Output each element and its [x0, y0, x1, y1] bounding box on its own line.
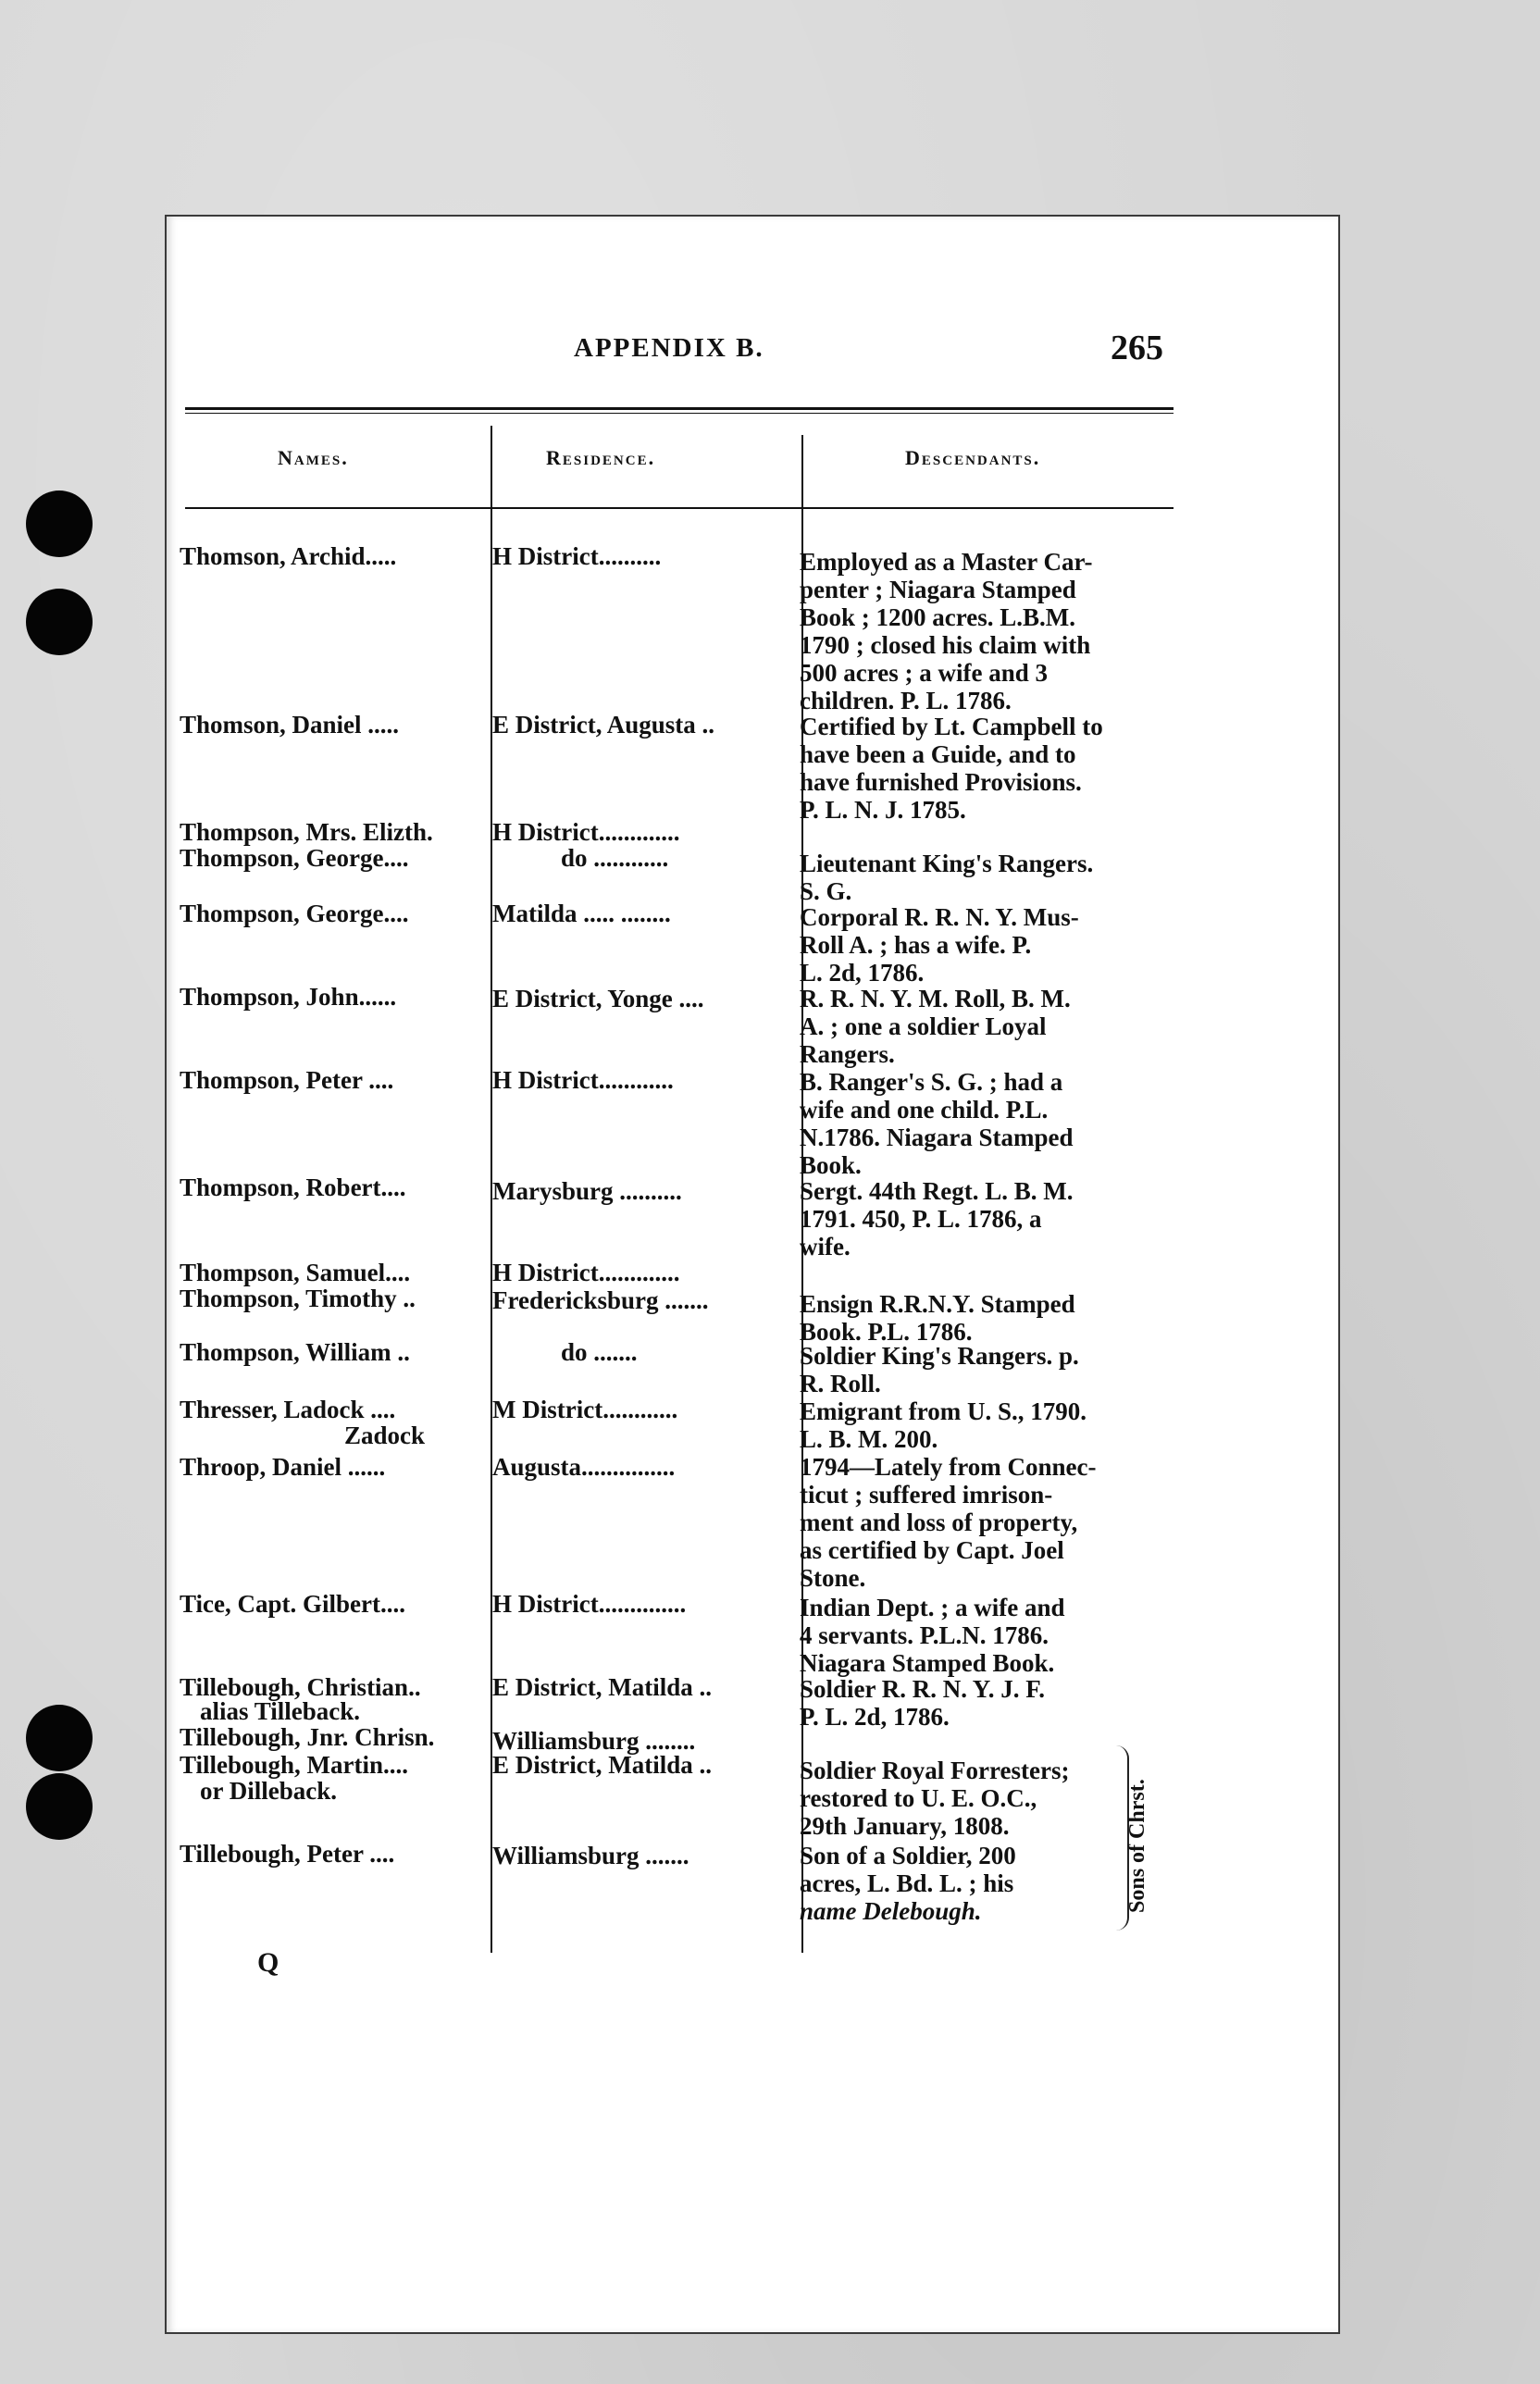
- entry-name: Thomson, Daniel .....: [180, 711, 400, 739]
- entry-residence: H District..............: [492, 1590, 687, 1618]
- entry-residence: E District, Augusta ..: [492, 711, 715, 739]
- entry-name: Thompson, John......: [180, 983, 397, 1011]
- desc-line: penter ; Niagara Stamped: [800, 576, 1076, 603]
- desc-line: R. Roll.: [800, 1370, 881, 1397]
- desc-line: P. L. 2d, 1786.: [800, 1703, 950, 1731]
- entry-name: Thompson, Robert....: [180, 1173, 406, 1201]
- column-header-names: Names.: [278, 446, 349, 469]
- desc-line: wife and one child. P.L.: [800, 1096, 1049, 1124]
- desc-line: 1791. 450, P. L. 1786, a: [800, 1205, 1042, 1233]
- entry-residence: M District............: [492, 1396, 678, 1423]
- entry-descendants: [800, 1594, 1179, 1677]
- desc-line: Stone.: [800, 1564, 866, 1592]
- entry-residence: Marysburg ..........: [492, 1177, 682, 1205]
- desc-line: as certified by Capt. Joel: [800, 1536, 1064, 1564]
- entry-residence: Fredericksburg .......: [492, 1286, 709, 1314]
- entry-descendants: [800, 1675, 1179, 1731]
- desc-line: Son of a Soldier, 200: [800, 1842, 1016, 1869]
- entry-name-variant: Zadock: [344, 1422, 426, 1449]
- top-rule-thin: [185, 413, 1174, 414]
- entry-residence: E District, Matilda ..: [492, 1751, 712, 1779]
- entry-residence: Matilda ..... ........: [492, 900, 671, 927]
- desc-line: S. G.: [800, 877, 852, 905]
- desc-line: 1794—Lately from Connec-: [800, 1453, 1097, 1481]
- desc-line: 1790 ; closed his claim with: [800, 631, 1091, 659]
- entry-name: Thompson, George....: [180, 900, 409, 927]
- desc-line: acres, L. Bd. L. ; his: [800, 1869, 1014, 1897]
- desc-italic: name Delebough.: [800, 1897, 982, 1925]
- punch-hole: [26, 1773, 93, 1840]
- column-header-descendants: Descendants.: [905, 446, 1041, 469]
- entry-name-alias: alias Tilleback.: [200, 1697, 361, 1725]
- top-rule: [185, 407, 1174, 410]
- entry-residence: E District, Yonge ....: [492, 985, 704, 1012]
- column-header-residence: Residence.: [546, 446, 656, 469]
- entry-name: Thomson, Archid.....: [180, 542, 397, 570]
- desc-line: Roll A. ; has a wife. P.: [800, 931, 1032, 959]
- entry-name: Thompson, William ..: [180, 1338, 410, 1366]
- entry-name: Thompson, Mrs. Elizth.: [180, 818, 433, 846]
- desc-line: Book ; 1200 acres. L.B.M.: [800, 603, 1075, 631]
- desc-line: Rangers.: [800, 1040, 895, 1068]
- desc-line: A. ; one a soldier Loyal: [800, 1012, 1047, 1040]
- entry-residence: Williamsburg .......: [492, 1842, 689, 1869]
- signature-mark: Q: [257, 1947, 279, 1978]
- desc-line: L. 2d, 1786.: [800, 959, 925, 987]
- side-note: Sons of Chrst.: [1125, 1779, 1149, 1914]
- desc-line: Book. P.L. 1786.: [800, 1318, 973, 1346]
- entry-name: Tice, Capt. Gilbert....: [180, 1590, 405, 1618]
- entry-descendants: [800, 713, 1179, 824]
- entry-name: Tillebough, Christian..: [180, 1673, 421, 1701]
- entry-name: Tillebough, Jnr. Chrisn.: [180, 1723, 435, 1751]
- desc-line: Corporal R. R. N. Y. Mus-: [800, 903, 1079, 931]
- desc-line: Soldier R. R. N. Y. J. F.: [800, 1675, 1046, 1703]
- entry-residence: do ............: [561, 844, 669, 872]
- entry-name: Thompson, Peter ....: [180, 1066, 394, 1094]
- desc-line: have been a Guide, and to: [800, 740, 1076, 768]
- entry-descendants: [800, 1068, 1179, 1179]
- desc-line: wife.: [800, 1233, 851, 1260]
- desc-line: Book.: [800, 1151, 862, 1179]
- entry-name: Thompson, Timothy ..: [180, 1285, 416, 1312]
- entry-name-alias: or Dilleback.: [200, 1777, 337, 1805]
- entry-name: Thompson, Samuel....: [180, 1259, 411, 1286]
- entry-descendants: [800, 1290, 1179, 1346]
- desc-line: Indian Dept. ; a wife and: [800, 1594, 1065, 1621]
- entry-descendants: [800, 1342, 1179, 1397]
- entry-name: Throop, Daniel ......: [180, 1453, 386, 1481]
- entry-descendants: [800, 903, 1179, 987]
- entry-residence: H District..........: [492, 542, 662, 570]
- entry-name: Thresser, Ladock ....: [180, 1396, 396, 1423]
- entry-descendants: [800, 548, 1179, 714]
- desc-line: 500 acres ; a wife and 3: [800, 659, 1048, 687]
- desc-line: Emigrant from U. S., 1790.: [800, 1397, 1087, 1425]
- desc-line: restored to U. E. O.C.,: [800, 1784, 1037, 1812]
- entry-residence: do .......: [561, 1338, 638, 1366]
- entry-name: Tillebough, Martin....: [180, 1751, 409, 1779]
- desc-line: Soldier King's Rangers. p.: [800, 1342, 1079, 1370]
- desc-line: Lieutenant King's Rangers.: [800, 850, 1094, 877]
- desc-line: Niagara Stamped Book.: [800, 1649, 1055, 1677]
- entry-descendants: [800, 1397, 1179, 1453]
- desc-line: Employed as a Master Car-: [800, 548, 1093, 576]
- desc-line: P. L. N. J. 1785.: [800, 796, 966, 824]
- desc-line: Soldier Royal Forresters;: [800, 1757, 1070, 1784]
- desc-line: R. R. N. Y. M. Roll, B. M.: [800, 985, 1071, 1012]
- entry-descendants: [800, 1453, 1179, 1592]
- desc-line: have furnished Provisions.: [800, 768, 1082, 796]
- entry-residence: Augusta...............: [492, 1453, 676, 1481]
- punch-hole: [26, 490, 93, 557]
- punch-hole: [26, 589, 93, 655]
- desc-line: ticut ; suffered imrison-: [800, 1481, 1053, 1509]
- punch-hole: [26, 1705, 93, 1771]
- desc-line: ment and loss of property,: [800, 1509, 1078, 1536]
- desc-line: children. P. L. 1786.: [800, 687, 1012, 714]
- desc-line: B. Ranger's S. G. ; had a: [800, 1068, 1063, 1096]
- desc-line: N.1786. Niagara Stamped: [800, 1124, 1074, 1151]
- entry-residence: H District.............: [492, 1259, 680, 1286]
- desc-line: 4 servants. P.L.N. 1786.: [800, 1621, 1049, 1649]
- entry-residence: H District............: [492, 1066, 674, 1094]
- running-title: APPENDIX B.: [574, 333, 764, 363]
- entry-residence: E District, Matilda ..: [492, 1673, 712, 1701]
- desc-line: Sergt. 44th Regt. L. B. M.: [800, 1177, 1074, 1205]
- entry-descendants: [800, 850, 1179, 905]
- entry-residence: Williamsburg ........: [492, 1727, 696, 1755]
- entry-name: Tillebough, Peter ....: [180, 1840, 395, 1868]
- desc-line: Ensign R.R.N.Y. Stamped: [800, 1290, 1075, 1318]
- desc-line: Certified by Lt. Campbell to: [800, 713, 1103, 740]
- page-number: 265: [1111, 329, 1163, 367]
- entry-name: Thompson, George....: [180, 844, 409, 872]
- entry-residence: H District.............: [492, 818, 680, 846]
- header-rule: [185, 507, 1174, 509]
- entry-descendants: [800, 985, 1179, 1068]
- entry-descendants: [800, 1177, 1179, 1260]
- desc-line: 29th January, 1808.: [800, 1812, 1010, 1840]
- desc-line: L. B. M. 200.: [800, 1425, 938, 1453]
- page-header: [0, 329, 1540, 379]
